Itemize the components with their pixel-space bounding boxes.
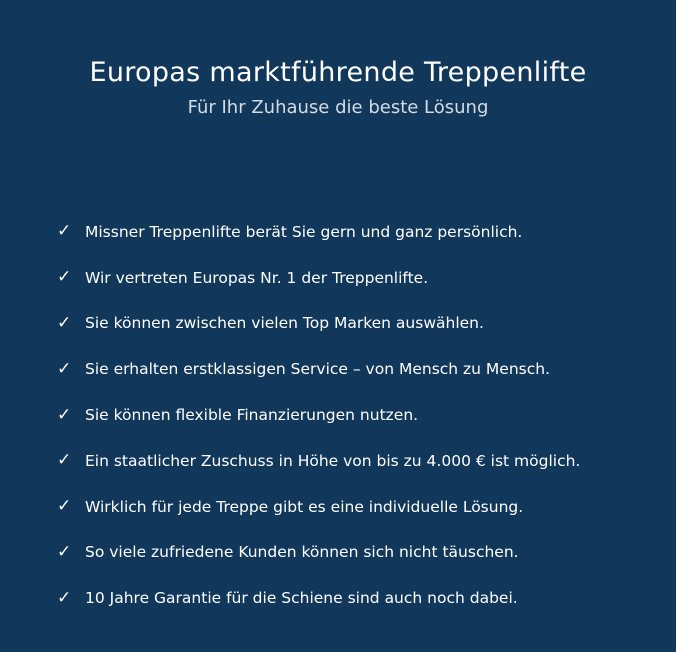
list-item: [57, 255, 580, 301]
list-item-text: 10 Jahre Garantie für die Schiene sind auch noch dabei.: [85, 589, 518, 608]
check-icon: ✓: [57, 312, 72, 333]
list-item: [57, 392, 580, 438]
list-item-text: Sie erhalten erstklassigen Service – von Mensch zu Mensch.: [85, 360, 551, 379]
benefits-list: [57, 209, 580, 621]
list-item-text: So viele zufriedene Kunden können sich nicht täuschen.: [85, 543, 519, 562]
list-item-text: Wirklich für jede Treppe gibt es eine individuelle Lösung.: [85, 497, 524, 516]
check-icon: ✓: [57, 404, 72, 425]
list-item: [57, 209, 580, 255]
list-item-text: Sie können zwischen vielen Top Marken auswählen.: [85, 314, 484, 333]
check-icon: ✓: [57, 496, 72, 517]
page-title: Europas marktführende Treppenlifte: [89, 57, 587, 88]
list-item-text: Ein staatlicher Zuschuss in Höhe von bis zu 4.000 € ist möglich.: [85, 451, 581, 470]
list-item: [57, 301, 580, 347]
list-item: [57, 530, 580, 576]
list-item: [57, 438, 580, 484]
check-icon: ✓: [57, 221, 72, 242]
check-icon: ✓: [57, 587, 72, 608]
list-item-text: Sie können flexible Finanzierungen nutzen.: [85, 406, 419, 425]
list-item: [57, 484, 580, 530]
check-icon: ✓: [57, 541, 72, 562]
page-subtitle: Für Ihr Zuhause die beste Lösung: [187, 97, 489, 118]
list-item-text: Wir vertreten Europas Nr. 1 der Treppenlifte.: [85, 268, 429, 287]
list-item: [57, 575, 580, 621]
check-icon: ✓: [57, 267, 72, 288]
list-item: [57, 346, 580, 392]
list-item-text: Missner Treppenlifte berät Sie gern und ganz persönlich.: [85, 222, 523, 241]
check-icon: ✓: [57, 450, 72, 471]
check-icon: ✓: [57, 358, 72, 379]
